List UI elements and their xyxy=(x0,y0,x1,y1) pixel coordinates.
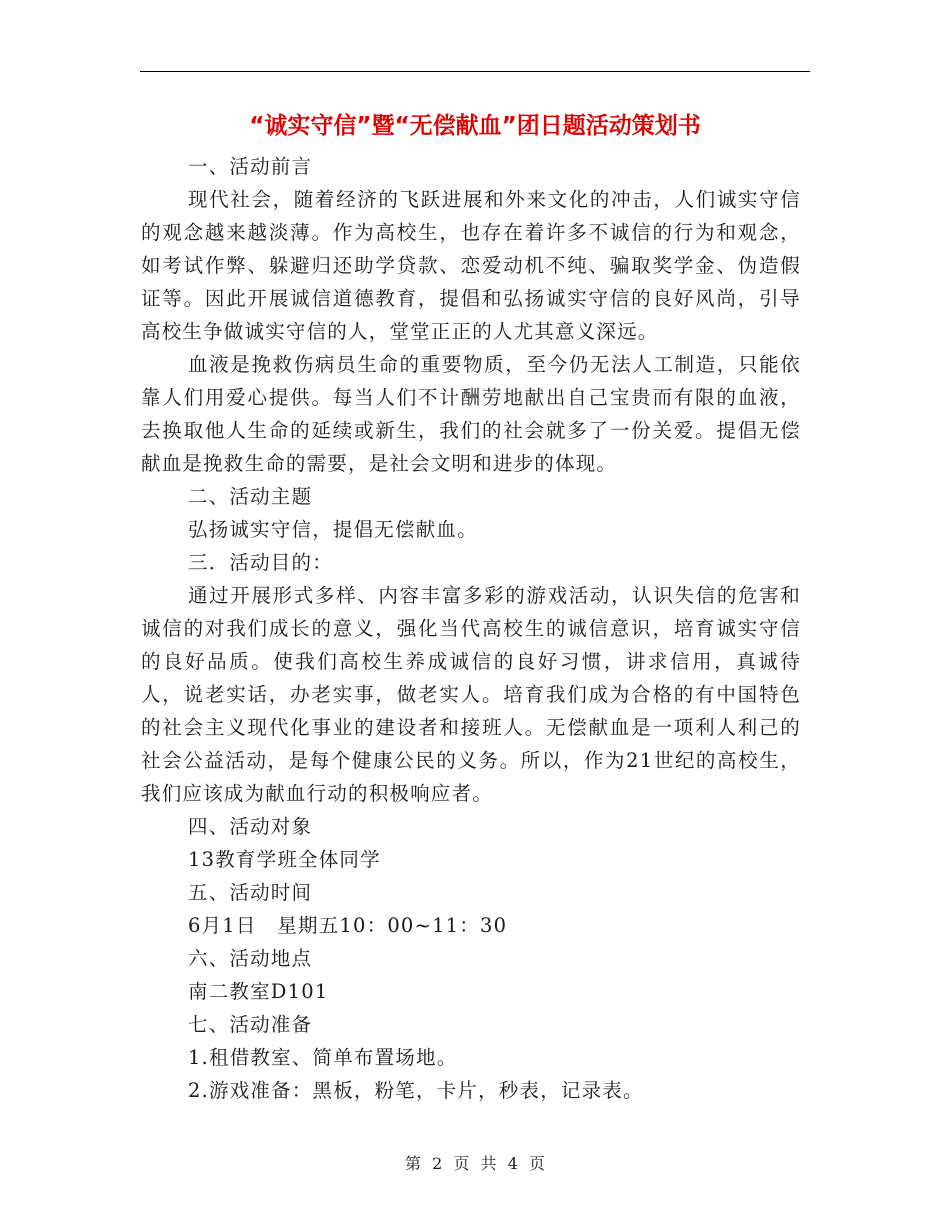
body-paragraph: 血液是挽救伤病员生命的重要物质，至今仍无法人工制造，只能依靠人们用爱心提供。每当人们不计酬劳地献出自己宝贵而有限的血液，去换取他人生命的延续或新生，我们的社会就多了一份关爱。提倡无偿献血是挽救生命的需要，是社会文明和进步的体现。 xyxy=(141,353,801,475)
page-footer xyxy=(0,1154,950,1174)
section-heading-preface: 一、活动前言 xyxy=(188,155,313,178)
body-paragraph: 弘扬诚实守信，提倡无偿献血。 xyxy=(188,518,478,541)
page-label-mid1: 页 xyxy=(453,1154,470,1173)
list-item: 1.租借教室、简单布置场地。 xyxy=(188,1046,458,1069)
document-title: “诚实守信”暨“无偿献血”团日题活动策划书 xyxy=(249,113,701,139)
header-rule xyxy=(140,71,810,72)
body-paragraph: 13教育学班全体同学 xyxy=(188,848,381,871)
section-heading-purpose: 三．活动目的： xyxy=(188,551,333,574)
total-pages-number: 4 xyxy=(507,1154,518,1173)
page-label-prefix: 第 xyxy=(405,1154,422,1173)
section-heading-preparation: 七、活动准备 xyxy=(188,1013,313,1036)
document-body xyxy=(141,150,801,1107)
section-heading-time: 五、活动时间 xyxy=(188,881,313,904)
body-paragraph: 现代社会，随着经济的飞跃进展和外来文化的冲击，人们诚实守信的观念越来越淡薄。作为高校生，也存在着许多不诚信的行为和观念，如考试作弊、躲避归还助学贷款、恋爱动机不纯、骗取奖学金、伪造假证等。因此开展诚信道德教育，提倡和弘扬诚实守信的良好风尚，引导高校生争做诚实守信的人，堂堂正正的人尤其意义深远。 xyxy=(141,188,801,343)
section-heading-location: 六、活动地点 xyxy=(188,947,313,970)
body-paragraph: 通过开展形式多样、内容丰富多彩的游戏活动，认识失信的危害和诚信的对我们成长的意义，强化当代高校生的诚信意识，培育诚实守信的良好品质。使我们高校生养成诚信的良好习惯，讲求信用，真诚待人，说老实话，办老实事，做老实人。培育我们成为合格的有中国特色的社会主义现代化事业的建设者和接班人。无偿献血是一项利人利己的社会公益活动，是每个健康公民的义务。所以，作为21世纪的高校生，我们应该成为献血行动的积极响应者。 xyxy=(141,584,801,805)
page-label-suffix: 页 xyxy=(528,1154,545,1173)
page-label-mid2: 共 xyxy=(480,1154,497,1173)
list-item: 2.游戏准备：黑板，粉笔，卡片，秒表，记录表。 xyxy=(188,1079,644,1102)
section-heading-audience: 四、活动对象 xyxy=(188,815,313,838)
section-heading-theme: 二、活动主题 xyxy=(188,485,313,508)
body-paragraph: 6月1日 星期五10：00~11：30 xyxy=(188,914,508,937)
current-page-number: 2 xyxy=(432,1154,443,1173)
body-paragraph: 南二教室D101 xyxy=(188,980,329,1003)
